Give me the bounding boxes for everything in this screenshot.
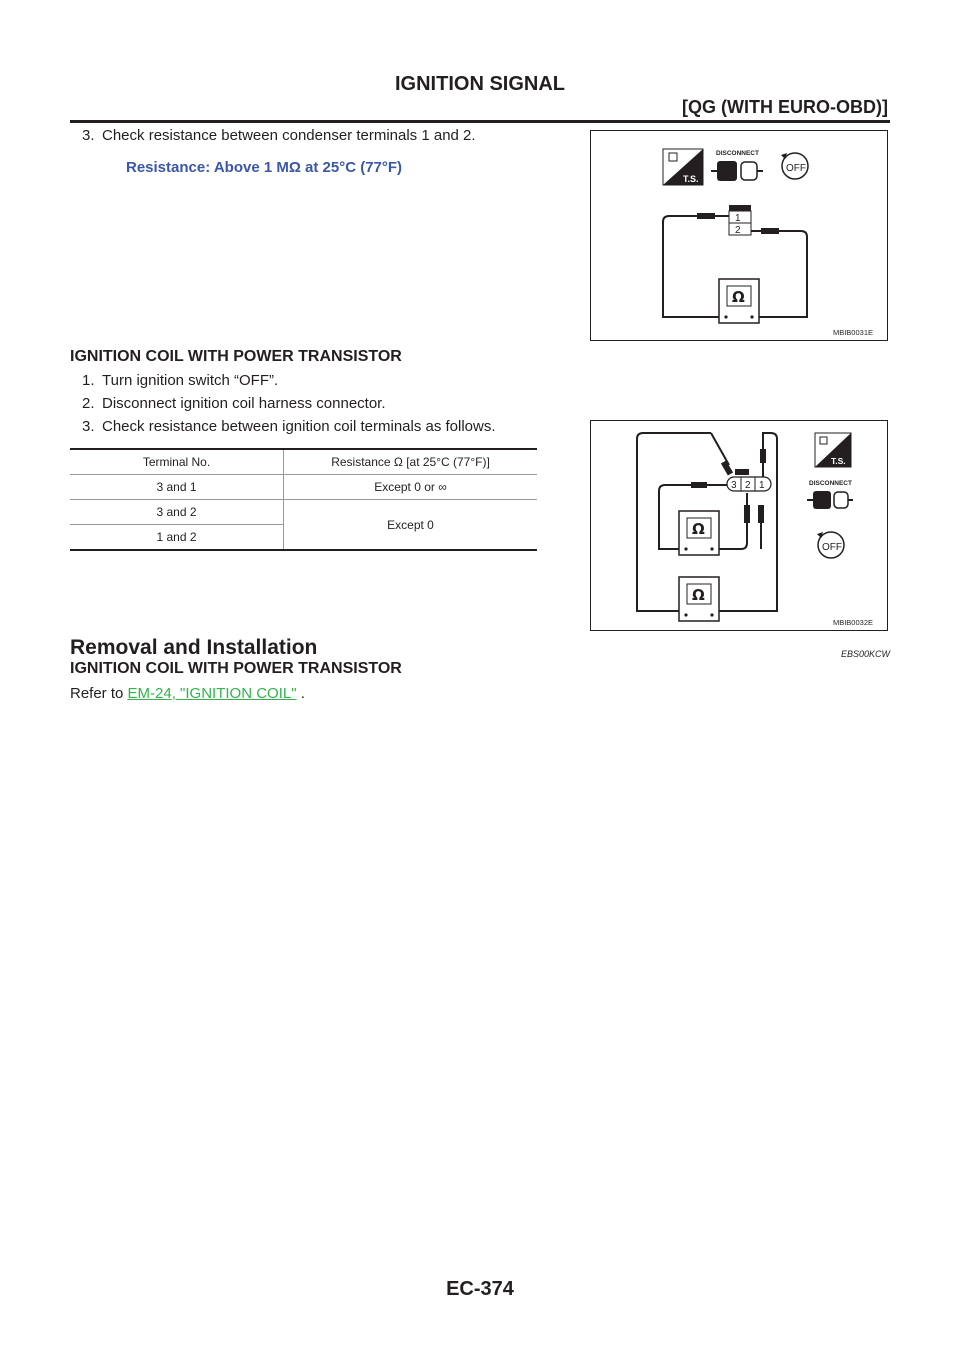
page-subtitle: [QG (WITH EURO-OBD)] xyxy=(682,97,888,117)
off-label: OFF xyxy=(786,163,806,174)
table-row xyxy=(70,500,537,525)
terminal-2-label: 2 xyxy=(745,480,751,491)
refer-suffix: . xyxy=(296,685,305,702)
table-cell-resistance: Except 0 or ∞ xyxy=(284,475,538,500)
terminal-3-label: 3 xyxy=(731,480,737,491)
ohm-symbol: Ω xyxy=(692,520,705,538)
removal-ref-code: EBS00KCW xyxy=(840,649,890,659)
condenser-resistance-spec: Resistance: Above 1 MΩ at 25°C (77°F) xyxy=(126,159,403,176)
figure-code: MBIB0031E xyxy=(832,328,873,337)
table-cell-terminal: 3 and 1 xyxy=(70,475,284,500)
page-number: EC-374 xyxy=(446,1278,514,1300)
header-rule xyxy=(70,120,890,123)
removal-subheading: IGNITION COIL WITH POWER TRANSISTOR xyxy=(70,660,402,677)
page-title: IGNITION SIGNAL xyxy=(395,73,565,95)
ignition-off-icon xyxy=(781,153,808,179)
coil-step-3: 3. Check resistance between ignition coil terminals as follows. xyxy=(82,418,496,435)
terminal-1-label: 1 xyxy=(735,213,741,224)
ohmmeter-icon xyxy=(719,279,759,323)
off-label: OFF xyxy=(822,542,842,553)
table-cell-terminal: 1 and 2 xyxy=(70,525,284,551)
disconnect-icon xyxy=(807,480,853,509)
table-header-row xyxy=(70,449,537,475)
table-header-terminal: Terminal No. xyxy=(70,449,284,475)
disconnect-label: DISCONNECT xyxy=(716,150,759,157)
ignition-coil-link[interactable]: EM-24, "IGNITION COIL" xyxy=(127,685,297,702)
figure-code: MBIB0032E xyxy=(832,618,873,627)
table-row xyxy=(70,475,537,500)
table-header-resistance: Resistance Ω [at 25°C (77°F)] xyxy=(284,449,538,475)
disconnect-icon xyxy=(711,150,763,181)
ohm-symbol: Ω xyxy=(692,586,705,604)
ignition-coil-heading: IGNITION COIL WITH POWER TRANSISTOR xyxy=(70,348,402,365)
removal-heading: Removal and Installation xyxy=(70,636,318,659)
resistance-table xyxy=(70,448,537,551)
condenser-figure xyxy=(590,130,888,341)
ohmmeter-icon xyxy=(679,577,719,621)
ts-icon xyxy=(815,433,851,467)
terminal-1-label: 1 xyxy=(759,480,765,491)
ignition-off-icon xyxy=(817,532,844,558)
coil-connector xyxy=(727,469,771,491)
disconnect-label: DISCONNECT xyxy=(809,480,852,487)
table-cell-terminal: 3 and 2 xyxy=(70,500,284,525)
coil-step-1: 1. Turn ignition switch “OFF”. xyxy=(82,372,279,389)
resistance-table-wrap xyxy=(70,448,537,551)
ts-label: T.S. xyxy=(831,456,846,466)
ts-icon xyxy=(663,149,703,185)
ts-label: T.S. xyxy=(683,174,699,184)
condenser-step-3: 3. Check resistance between condenser terminals 1 and 2. xyxy=(82,127,476,144)
ohm-symbol: Ω xyxy=(732,288,745,306)
condenser-diagram xyxy=(591,131,887,340)
refer-prefix: Refer to xyxy=(70,685,128,702)
table-cell-resistance: Except 0 xyxy=(284,500,538,551)
coil-step-2: 2. Disconnect ignition coil harness connector. xyxy=(82,395,386,412)
refer-line xyxy=(70,685,305,702)
ignition-coil-diagram xyxy=(591,421,887,630)
condenser xyxy=(715,205,761,236)
terminal-2-label: 2 xyxy=(735,225,741,236)
ignition-coil-figure xyxy=(590,420,888,631)
ohmmeter-icon xyxy=(679,511,719,555)
